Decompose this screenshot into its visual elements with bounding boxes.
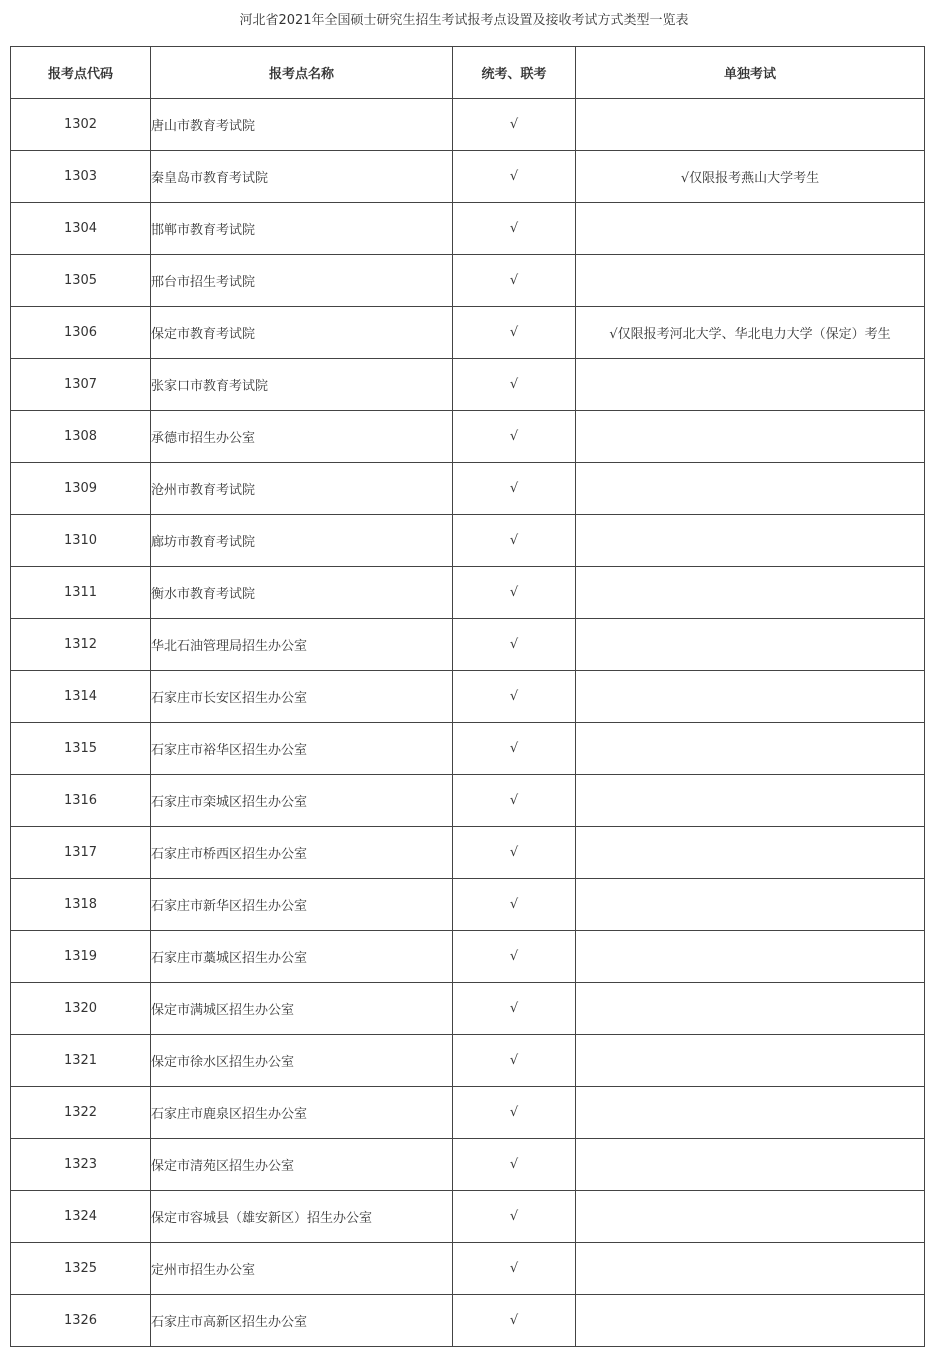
table-row	[11, 1295, 925, 1347]
unified-exam-cell: √	[453, 515, 576, 567]
single-exam-cell	[576, 671, 925, 723]
unified-exam-cell: √	[453, 879, 576, 931]
table-row	[11, 307, 925, 359]
single-exam-cell	[576, 1087, 925, 1139]
single-exam-cell	[576, 931, 925, 983]
single-exam-cell	[576, 99, 925, 151]
site-code-cell: 1306	[11, 307, 151, 359]
single-exam-cell	[576, 203, 925, 255]
unified-exam-cell: √	[453, 1035, 576, 1087]
single-exam-cell	[576, 879, 925, 931]
table-row	[11, 827, 925, 879]
site-name-cell: 廊坊市教育考试院	[151, 515, 453, 567]
single-exam-cell	[576, 1243, 925, 1295]
unified-exam-cell: √	[453, 983, 576, 1035]
unified-exam-cell: √	[453, 463, 576, 515]
table-row	[11, 515, 925, 567]
site-code-cell: 1314	[11, 671, 151, 723]
site-code-cell: 1321	[11, 1035, 151, 1087]
site-name-cell: 保定市徐水区招生办公室	[151, 1035, 453, 1087]
table-row	[11, 775, 925, 827]
single-exam-cell	[576, 255, 925, 307]
table-row	[11, 1087, 925, 1139]
unified-exam-cell: √	[453, 931, 576, 983]
table-row	[11, 1139, 925, 1191]
single-exam-cell	[576, 463, 925, 515]
site-name-cell: 秦皇岛市教育考试院	[151, 151, 453, 203]
unified-exam-cell: √	[453, 99, 576, 151]
single-exam-cell	[576, 411, 925, 463]
site-name-cell: 石家庄市裕华区招生办公室	[151, 723, 453, 775]
table-row	[11, 723, 925, 775]
site-code-cell: 1312	[11, 619, 151, 671]
table-row	[11, 255, 925, 307]
site-name-cell: 石家庄市栾城区招生办公室	[151, 775, 453, 827]
site-name-cell: 邢台市招生考试院	[151, 255, 453, 307]
single-exam-cell	[576, 1191, 925, 1243]
unified-exam-cell: √	[453, 203, 576, 255]
table-row	[11, 99, 925, 151]
header-site-name: 报考点名称	[151, 47, 453, 99]
site-code-cell: 1324	[11, 1191, 151, 1243]
header-unified-exam: 统考、联考	[453, 47, 576, 99]
unified-exam-cell: √	[453, 1295, 576, 1347]
site-code-cell: 1317	[11, 827, 151, 879]
site-code-cell: 1316	[11, 775, 151, 827]
document-title: 河北省2021年全国硕士研究生招生考试报考点设置及接收考试方式类型一览表	[239, 13, 689, 28]
table-row	[11, 931, 925, 983]
table-row	[11, 1191, 925, 1243]
site-code-cell: 1310	[11, 515, 151, 567]
single-exam-cell: √仅限报考河北大学、华北电力大学（保定）考生	[576, 307, 925, 359]
single-exam-cell	[576, 1139, 925, 1191]
unified-exam-cell: √	[453, 723, 576, 775]
site-name-cell: 石家庄市藁城区招生办公室	[151, 931, 453, 983]
site-code-cell: 1322	[11, 1087, 151, 1139]
unified-exam-cell: √	[453, 775, 576, 827]
site-name-cell: 石家庄市鹿泉区招生办公室	[151, 1087, 453, 1139]
table-row	[11, 151, 925, 203]
site-code-cell: 1309	[11, 463, 151, 515]
single-exam-cell	[576, 723, 925, 775]
site-code-cell: 1319	[11, 931, 151, 983]
site-code-cell: 1303	[11, 151, 151, 203]
unified-exam-cell: √	[453, 1139, 576, 1191]
unified-exam-cell: √	[453, 827, 576, 879]
site-code-cell: 1325	[11, 1243, 151, 1295]
single-exam-cell	[576, 515, 925, 567]
unified-exam-cell: √	[453, 619, 576, 671]
single-exam-cell	[576, 1035, 925, 1087]
table-row	[11, 671, 925, 723]
table-body	[11, 99, 925, 1347]
site-name-cell: 承德市招生办公室	[151, 411, 453, 463]
site-name-cell: 石家庄市桥西区招生办公室	[151, 827, 453, 879]
unified-exam-cell: √	[453, 1087, 576, 1139]
single-exam-cell	[576, 567, 925, 619]
table-row	[11, 983, 925, 1035]
unified-exam-cell: √	[453, 255, 576, 307]
site-code-cell: 1311	[11, 567, 151, 619]
unified-exam-cell: √	[453, 151, 576, 203]
site-name-cell: 保定市教育考试院	[151, 307, 453, 359]
site-code-cell: 1308	[11, 411, 151, 463]
site-code-cell: 1305	[11, 255, 151, 307]
single-exam-cell	[576, 775, 925, 827]
unified-exam-cell: √	[453, 307, 576, 359]
unified-exam-cell: √	[453, 411, 576, 463]
site-name-cell: 沧州市教育考试院	[151, 463, 453, 515]
site-code-cell: 1326	[11, 1295, 151, 1347]
site-code-cell: 1304	[11, 203, 151, 255]
header-single-exam: 单独考试	[576, 47, 925, 99]
site-name-cell: 衡水市教育考试院	[151, 567, 453, 619]
single-exam-cell	[576, 983, 925, 1035]
table-row	[11, 619, 925, 671]
site-name-cell: 华北石油管理局招生办公室	[151, 619, 453, 671]
unified-exam-cell: √	[453, 1243, 576, 1295]
single-exam-cell: √仅限报考燕山大学考生	[576, 151, 925, 203]
table-row	[11, 1035, 925, 1087]
site-name-cell: 保定市清苑区招生办公室	[151, 1139, 453, 1191]
header-site-code: 报考点代码	[11, 47, 151, 99]
site-name-cell: 张家口市教育考试院	[151, 359, 453, 411]
site-code-cell: 1302	[11, 99, 151, 151]
single-exam-cell	[576, 359, 925, 411]
single-exam-cell	[576, 827, 925, 879]
site-code-cell: 1307	[11, 359, 151, 411]
site-name-cell: 石家庄市长安区招生办公室	[151, 671, 453, 723]
unified-exam-cell: √	[453, 359, 576, 411]
table-row	[11, 411, 925, 463]
site-name-cell: 定州市招生办公室	[151, 1243, 453, 1295]
unified-exam-cell: √	[453, 671, 576, 723]
unified-exam-cell: √	[453, 1191, 576, 1243]
site-name-cell: 石家庄市新华区招生办公室	[151, 879, 453, 931]
table-row	[11, 879, 925, 931]
table-row	[11, 1243, 925, 1295]
single-exam-cell	[576, 1295, 925, 1347]
table-row	[11, 359, 925, 411]
site-name-cell: 邯郸市教育考试院	[151, 203, 453, 255]
site-code-cell: 1318	[11, 879, 151, 931]
single-exam-cell	[576, 619, 925, 671]
table-header-row	[11, 47, 925, 99]
site-code-cell: 1320	[11, 983, 151, 1035]
site-name-cell: 保定市容城县（雄安新区）招生办公室	[151, 1191, 453, 1243]
unified-exam-cell: √	[453, 567, 576, 619]
exam-site-table	[10, 46, 925, 1347]
site-name-cell: 唐山市教育考试院	[151, 99, 453, 151]
site-code-cell: 1323	[11, 1139, 151, 1191]
table-row	[11, 463, 925, 515]
table-row	[11, 567, 925, 619]
site-name-cell: 石家庄市高新区招生办公室	[151, 1295, 453, 1347]
site-code-cell: 1315	[11, 723, 151, 775]
table-row	[11, 203, 925, 255]
site-name-cell: 保定市满城区招生办公室	[151, 983, 453, 1035]
